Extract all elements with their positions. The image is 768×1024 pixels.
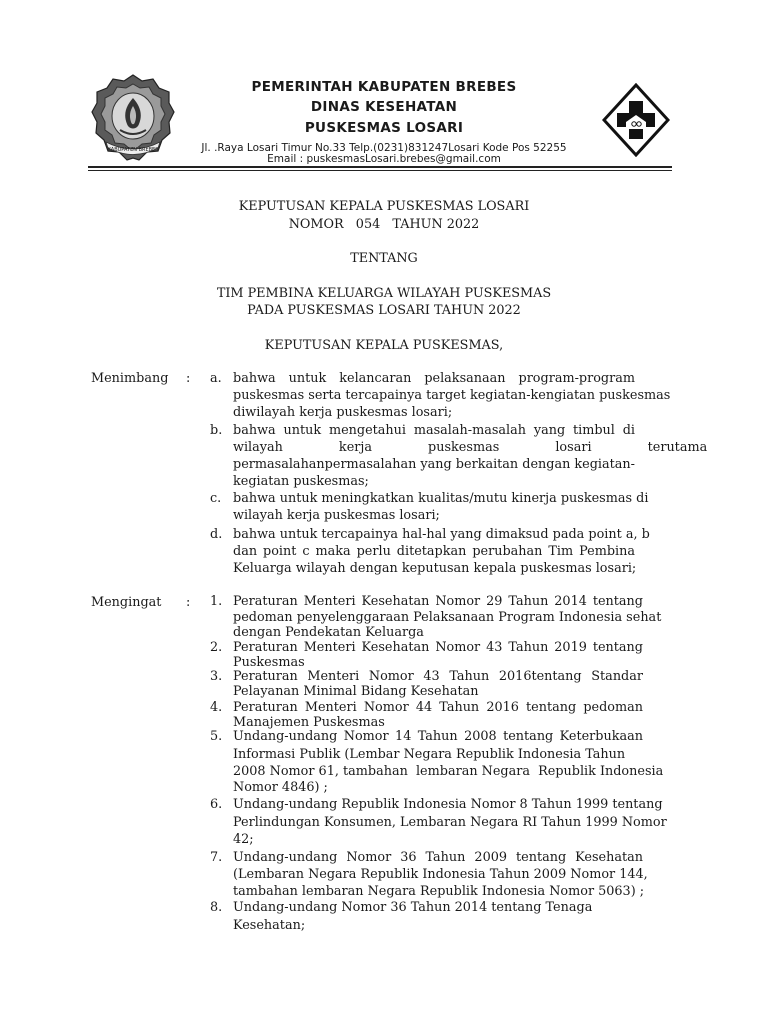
mengingat-line: 42;: [233, 832, 254, 847]
menimbang-marker: b.: [210, 423, 223, 438]
letterhead-rule-thick: [88, 166, 672, 168]
puskesmas-cross-icon: [602, 83, 670, 157]
tentang-heading: TENTANG: [350, 251, 418, 266]
mengingat-line: Pelayanan Minimal Bidang Kesehatan: [233, 684, 479, 699]
letterhead-puskesmas: PUSKESMAS LOSARI: [304, 120, 464, 136]
decree-subject-line1: TIM PEMBINA KELUARGA WILAYAH PUSKESMAS: [216, 286, 552, 301]
letterhead-rule-thin: [88, 170, 672, 171]
mengingat-marker: 3.: [210, 669, 223, 684]
decree-issuer: KEPUTUSAN KEPALA PUSKESMAS,: [264, 338, 504, 353]
menimbang-line: diwilayah kerja puskesmas losari;: [233, 405, 453, 420]
mengingat-line: Perlindungan Konsumen, Lembaran Negara RI Tahun 1999 Nomor: [233, 815, 667, 830]
mengingat-line: Undang-undang Nomor 36 Tahun 2009 tentang Kesehatan: [233, 850, 643, 865]
mengingat-line: (Lembaran Negara Republik Indonesia Tahun 2009 Nomor 144,: [233, 867, 648, 882]
letterhead-address: Jl. .Raya Losari Timur No.33 Telp.(0231)831247Losari Kode Pos 52255: [201, 142, 567, 154]
mengingat-line: dengan Pendekatan Keluarga: [233, 625, 424, 640]
mengingat-line: Peraturan Menteri Kesehatan Nomor 43 Tahun 2019 tentang: [233, 640, 643, 655]
mengingat-line: Kesehatan;: [233, 918, 306, 933]
menimbang-line: bahwa untuk tercapainya hal-hal yang dimaksud pada point a, b: [233, 527, 650, 542]
mengingat-line: Informasi Publik (Lembar Negara Republik Indonesia Tahun: [233, 747, 626, 762]
mengingat-line: Peraturan Menteri Kesehatan Nomor 29 Tahun 2014 tentang: [233, 594, 643, 609]
mengingat-line: Nomor 4846) ;: [233, 780, 328, 795]
decree-title: KEPUTUSAN KEPALA PUSKESMAS LOSARI: [238, 199, 530, 214]
decree-number: NOMOR 054 TAHUN 2022: [288, 217, 480, 232]
menimbang-marker: d.: [210, 527, 223, 542]
menimbang-line: wilayah kerja puskesmas losari;: [233, 508, 440, 523]
menimbang-line: wilayah kerja puskesmas losari terutama: [233, 440, 708, 455]
mengingat-line: Undang-undang Republik Indonesia Nomor 8 Tahun 1999 tentang: [233, 797, 663, 812]
mengingat-marker: 4.: [210, 700, 223, 715]
menimbang-line: bahwa untuk mengetahui masalah-masalah yang timbul di: [233, 423, 635, 438]
letterhead-email: Email : puskesmasLosari.brebes@gmail.com: [267, 153, 501, 165]
menimbang-line: permasalahanpermasalahan yang berkaitan dengan kegiatan-: [233, 457, 635, 472]
mengingat-line: pedoman penyelenggaraan Pelaksanaan Program Indonesia sehat: [233, 610, 662, 625]
menimbang-colon: :: [186, 371, 191, 386]
menimbang-line: kegiatan puskesmas;: [233, 474, 369, 489]
svg-text:KABUPATEN BREBES: KABUPATEN BREBES: [107, 147, 159, 153]
menimbang-line: Keluarga wilayah dengan keputusan kepala puskesmas losari;: [233, 561, 637, 576]
mengingat-line: 2008 Nomor 61, tambahan lembaran Negara Republik Indonesia: [233, 764, 664, 779]
mengingat-label: Mengingat: [91, 595, 162, 610]
mengingat-line: Puskesmas: [233, 655, 305, 670]
mengingat-line: Peraturan Menteri Nomor 44 Tahun 2016 tentang pedoman: [233, 700, 643, 715]
mengingat-marker: 1.: [210, 594, 223, 609]
menimbang-marker: a.: [210, 371, 222, 386]
menimbang-label: Menimbang: [91, 371, 169, 386]
letterhead-government: PEMERINTAH KABUPATEN BREBES: [251, 79, 517, 95]
mengingat-line: Peraturan Menteri Nomor 43 Tahun 2016tentang Standar: [233, 669, 643, 684]
menimbang-line: puskesmas serta tercapainya target kegiatan-kengiatan puskesmas: [233, 388, 671, 403]
mengingat-colon: :: [186, 595, 191, 610]
mengingat-marker: 2.: [210, 640, 223, 655]
mengingat-marker: 6.: [210, 797, 223, 812]
decree-subject-line2: PADA PUSKESMAS LOSARI TAHUN 2022: [247, 303, 521, 318]
menimbang-line: bahwa untuk kelancaran pelaksanaan program-program: [233, 371, 635, 386]
mengingat-marker: 7.: [210, 850, 223, 865]
letterhead-agency: DINAS KESEHATAN: [310, 99, 458, 115]
mengingat-line: Undang-undang Nomor 14 Tahun 2008 tentang Keterbukaan: [233, 729, 643, 744]
mengingat-line: Undang-undang Nomor 36 Tahun 2014 tentang Tenaga: [233, 900, 593, 915]
menimbang-line: dan point c maka perlu ditetapkan perubahan Tim Pembina: [233, 544, 635, 559]
mengingat-line: tambahan lembaran Negara Republik Indonesia Nomor 5063) ;: [233, 884, 645, 899]
menimbang-marker: c.: [210, 491, 222, 506]
mengingat-marker: 5.: [210, 729, 223, 744]
mengingat-line: Manajemen Puskesmas: [233, 715, 385, 730]
mengingat-marker: 8.: [210, 900, 223, 915]
menimbang-line: bahwa untuk meningkatkan kualitas/mutu kinerja puskesmas di: [233, 491, 649, 506]
